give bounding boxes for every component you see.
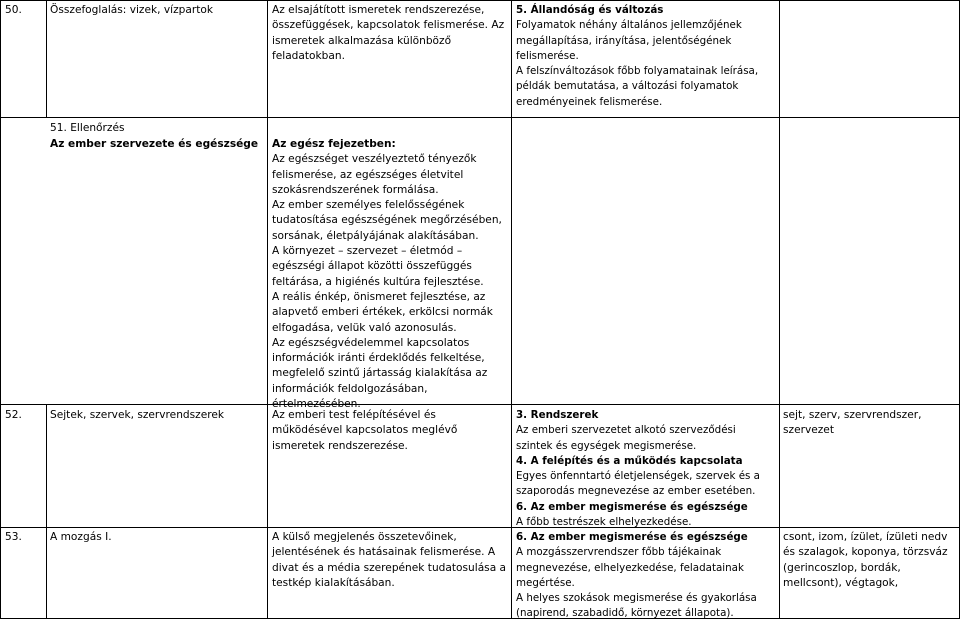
row-52-terms: sejt, szerv, szervrendszer, szervezet	[783, 409, 922, 437]
row-51-goal: A reális énkép, önismeret fejlesztése, az alapvető emberi értékek, erkölcsi normák elfogadása, velük való azonosulás.	[272, 290, 493, 334]
row-50-theme-line: Folyamatok néhány általános jellemzőjének megállapítása, irányítása, jelentőségének felismerése.	[516, 19, 742, 62]
row-52-goals: Az emberi test felépítésével és működésével kapcsolatos meglévő ismeretek rendszerezése.	[272, 409, 458, 452]
row-51-label	[50, 121, 124, 136]
row-51-goals	[272, 137, 508, 412]
row-51-number: 51.	[50, 122, 67, 134]
row-52-topic: Sejtek, szervek, szervrendszerek	[50, 409, 225, 421]
col-rule	[46, 0, 47, 117]
col-rule	[0, 0, 1, 619]
col-rule	[267, 0, 268, 619]
row-52-section-text: Egyes önfenntartó életjelenségek, szervek és a szaporodás megnevezése az ember esetében.	[516, 470, 760, 498]
row-53-terms: csont, izom, ízület, ízületi nedv és szalagok, koponya, törzsváz (gerincoszlop, bordák, mellcsont), végtagok,	[783, 531, 948, 589]
row-52-section-text: A főbb testrészek elhelyezkedése.	[516, 516, 692, 529]
row-52-section-title: 4. A felépítés és a működés kapcsolata	[516, 454, 743, 467]
row-53-section-title: 6. Az ember megismerése és egészsége	[516, 531, 748, 543]
col-rule	[511, 0, 512, 619]
row-53-number: 53.	[5, 531, 22, 543]
col-rule	[779, 0, 780, 619]
row-50-theme-title: 5. Állandóság és változás	[516, 4, 664, 16]
row-52-section-title: 3. Rendszerek	[516, 409, 599, 421]
row-52-section-text: Az emberi szervezetet alkotó szerveződési szintek és egységek megismerése.	[516, 424, 736, 452]
row-53-goals: A külső megjelenés összetevőinek, jelentésének és hatásainak felismerése. A divat és a média szerepének tudatosulása a testkép kialakításában.	[272, 531, 507, 589]
row-51-goal: Az egészséget veszélyeztető tényezők felismerése, az egészséges életvitel szokásrendszerének formálása.	[272, 153, 477, 196]
row-50-goals: Az elsajátított ismeretek rendszerezése, összefüggések, kapcsolatok felismerése. Az ismeretek alkalmazása különböző feladatokban.	[272, 4, 505, 62]
row-50-theme-line: A felszínváltozások főbb folyamatainak leírása, példák bemutatása, a változási folyamatok eredményeinek felismerése.	[516, 65, 759, 108]
row-52-section-title: 6. Az ember megismerése és egészsége	[516, 500, 748, 513]
row-53-topic: A mozgás I.	[50, 531, 112, 543]
row-51-label-text: Ellenőrzés	[70, 122, 125, 134]
row-51-goal: Az egészségvédelemmel kapcsolatos információk iránti érdeklődés felkeltése, megfelelő szintű jártasság kialakítása az információk feldolgozásában, értelmezésében.	[272, 336, 488, 411]
row-rule	[0, 117, 960, 118]
row-53-section-line: A helyes szokások megismerése és gyakorlása (napirend, szabadidő, környezet állapota).	[516, 592, 757, 620]
row-51-goals-title: Az egész fejezetben:	[272, 138, 396, 150]
col-rule	[46, 404, 47, 619]
row-50-topic: Összefoglalás: vizek, vízpartok	[50, 4, 213, 16]
row-53-section-line: A mozgásszervrendszer főbb tájékainak megnevezése, elhelyezkedése, feladatainak megértése.	[516, 546, 744, 589]
row-rule	[0, 618, 960, 619]
row-rule	[0, 0, 960, 1]
row-rule	[0, 527, 960, 528]
row-51-goal: A környezet – szervezet – életmód – egészségi állapot közötti összefüggés feltárása, a higiénés kultúra fejlesztése.	[272, 245, 484, 288]
row-50-theme	[516, 3, 774, 110]
row-51-goal: Az ember személyes felelősségének tudatosítása egészségének megőrzésében, sorsának, életpályájának alakításában.	[272, 199, 502, 242]
row-51-topic: Az ember szervezete és egészsége	[50, 138, 259, 150]
row-52-sections	[516, 408, 774, 530]
row-53-sections	[516, 530, 776, 622]
row-50-number: 50.	[5, 4, 22, 16]
row-52-number: 52.	[5, 409, 22, 421]
